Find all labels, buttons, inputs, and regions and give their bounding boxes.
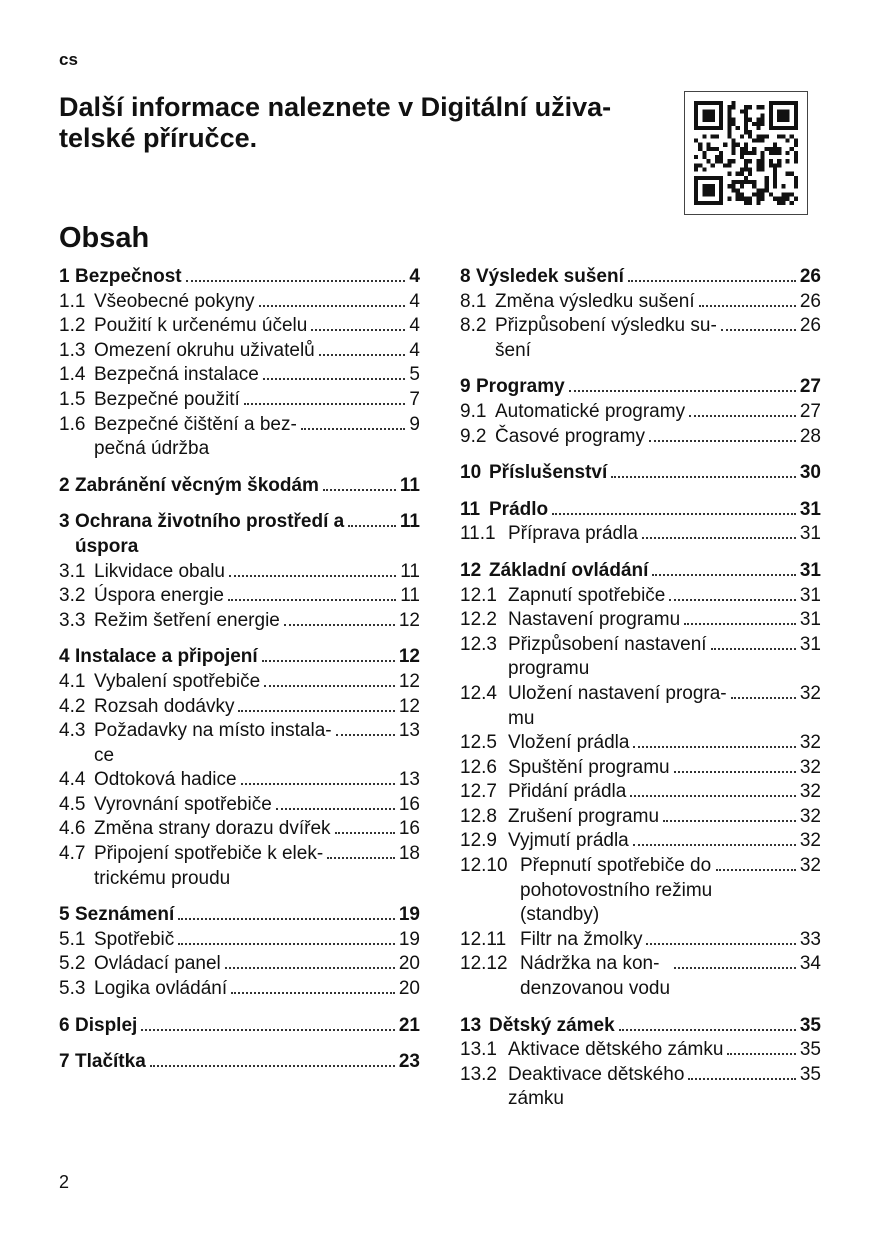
toc-entry-number: 12.6 (460, 756, 497, 778)
toc-section (460, 461, 821, 486)
toc-entry-number: 12.12 (460, 953, 508, 975)
toc-entry-page: 31 (799, 584, 821, 606)
toc-entry-title: Připojení spotřebiče k elek- trickému proudu (94, 843, 324, 889)
toc-entry-title: Dětský zámek (489, 1014, 615, 1036)
toc-entry-page: 11 (400, 585, 420, 607)
toc-entry-title: Změna strany dorazu dvířek (94, 818, 331, 840)
toc-entry-title: Omezení okruhu uživatelů (94, 339, 315, 361)
dot-leader (663, 820, 796, 822)
toc-entry-page: 13 (398, 769, 420, 791)
toc-entry-title: Vyrovnání spotřebiče (94, 793, 272, 815)
dot-leader (731, 697, 796, 699)
dot-leader (301, 428, 406, 430)
toc-subsection-entry[interactable] (59, 560, 420, 585)
toc-subsection-entry[interactable] (59, 363, 420, 388)
toc-entry-page: 11 (399, 511, 420, 533)
toc-column-left (59, 265, 420, 1087)
toc-entry-page: 4 (409, 339, 420, 361)
toc-entry-number: 5.3 (59, 978, 86, 1000)
dot-leader (633, 844, 796, 846)
toc-entry-title: Přizpůsobení výsledku su- šení (495, 315, 717, 361)
toc-entry-title: Vyjmutí prádla (508, 830, 629, 852)
toc-entry-page: 4 (409, 290, 420, 312)
toc-subsection-entry[interactable] (460, 952, 821, 1001)
toc-entry-title: Programy (476, 376, 565, 398)
toc-chapter-entry[interactable] (59, 265, 420, 290)
toc-entry-number: 12.1 (460, 584, 497, 606)
toc-subsection-entry[interactable] (460, 731, 821, 756)
qr-code-icon (694, 101, 798, 205)
toc-entry-title: Zapnutí spotřebiče (508, 584, 666, 606)
dot-leader (186, 280, 406, 282)
toc-entry-page: 16 (398, 818, 420, 840)
toc-subsection-entry[interactable] (59, 413, 420, 462)
toc-subsection-entry[interactable] (460, 928, 821, 953)
toc-entry-page: 9 (409, 413, 420, 435)
toc-subsection-entry[interactable] (59, 977, 420, 1002)
toc-column-right (460, 265, 821, 1124)
toc-entry-page: 31 (799, 609, 821, 631)
dot-leader (262, 660, 395, 662)
toc-subsection-entry[interactable] (59, 609, 420, 634)
toc-entry-title: Nádržka na kon- denzovanou vodu (520, 953, 671, 1000)
toc-entry-title: Zabránění věcným škodám (75, 474, 319, 496)
toc-entry-page: 32 (799, 830, 821, 852)
toc-entry-title: Změna výsledku sušení (495, 290, 695, 312)
toc-entry-number: 12.10 (460, 855, 508, 877)
toc-subsection-entry[interactable] (59, 842, 420, 891)
toc-entry-number: 13.2 (460, 1063, 497, 1085)
toc-entry-number: 3.1 (59, 560, 86, 582)
toc-entry-title: Přizpůsobení nastavení programu (508, 633, 707, 680)
dot-leader (178, 943, 395, 945)
toc-entry-page: 19 (398, 904, 420, 926)
toc-entry-title: Bezpečné použití (94, 388, 240, 410)
toc-entry-page: 27 (799, 376, 821, 398)
toc-entry-title: Úspora energie (94, 585, 224, 607)
toc-entry-page: 13 (398, 720, 420, 742)
toc-entry-title: Výsledek sušení (476, 266, 624, 287)
toc-subsection-entry[interactable] (59, 768, 420, 793)
dot-leader (727, 1053, 795, 1055)
toc-chapter-entry[interactable] (460, 559, 821, 584)
toc-entry-title: Všeobecné pokyny (94, 290, 255, 312)
toc-section (460, 559, 821, 1002)
toc-chapter-entry[interactable] (460, 498, 821, 523)
dot-leader (228, 599, 396, 601)
toc-entry-number: 2 (59, 474, 70, 496)
dot-leader (649, 440, 796, 442)
toc-entry-number: 3.2 (59, 585, 86, 607)
toc-subsection-entry[interactable] (59, 670, 420, 695)
toc-entry-title: Bezpečné čištění a bez- pečná údržba (94, 413, 297, 460)
toc-entry-title: Základní ovládání (489, 559, 649, 581)
toc-entry-page: 31 (799, 523, 821, 545)
toc-subsection-entry[interactable] (59, 719, 420, 768)
toc-entry-title: Použití k určenému účelu (94, 315, 308, 337)
language-code: cs (59, 50, 78, 69)
toc-entry-title: Vložení prádla (508, 732, 630, 754)
toc-entry-page: 31 (799, 633, 821, 655)
dot-leader (669, 599, 795, 601)
toc-subsection-entry[interactable] (460, 584, 821, 609)
toc-entry-title: Likvidace obalu (94, 560, 225, 582)
toc-entry-number: 5 (59, 904, 70, 926)
dot-leader (348, 525, 396, 527)
toc-subsection-entry[interactable] (460, 314, 821, 363)
toc-entry-page: 26 (799, 266, 821, 287)
toc-entry-title: Deaktivace dětského zámku (508, 1063, 685, 1110)
toc-entry-page: 7 (409, 388, 420, 410)
toc-subsection-entry[interactable] (460, 522, 821, 547)
toc-subsection-entry[interactable] (59, 952, 420, 977)
toc-chapter-entry[interactable] (460, 461, 821, 486)
toc-entry-title: Automatické programy (495, 400, 686, 422)
toc-entry-number: 8.1 (460, 290, 487, 312)
toc-entry-number: 5.2 (59, 953, 86, 975)
toc-entry-title: Vybalení spotřebiče (94, 670, 261, 692)
dot-leader (611, 476, 796, 478)
toc-section (460, 1014, 821, 1112)
toc-subsection-entry[interactable] (460, 608, 821, 633)
dot-leader (699, 305, 796, 307)
dot-leader (284, 624, 395, 626)
toc-entry-number: 5.1 (59, 928, 86, 950)
dot-leader (311, 329, 405, 331)
toc-section (59, 1014, 420, 1039)
toc-entry-number: 12 (460, 559, 482, 581)
toc-entry-page: 12 (398, 646, 420, 668)
toc-subsection-entry[interactable] (59, 817, 420, 842)
toc-subsection-entry[interactable] (59, 388, 420, 413)
dot-leader (150, 1065, 395, 1067)
toc-entry-title: Logika ovládání (94, 978, 228, 1000)
toc-chapter-entry[interactable] (460, 265, 821, 290)
toc-entry-title: Ochrana životního prostředí a úspora (75, 511, 345, 557)
toc-entry-number: 4.3 (59, 720, 86, 742)
toc-entry-number: 12.4 (460, 682, 497, 704)
toc-entry-number: 12.2 (460, 609, 497, 631)
toc-entry-page: 35 (799, 1039, 821, 1061)
toc-entry-page: 11 (400, 560, 420, 582)
toc-entry-number: 12.11 (460, 928, 507, 950)
toc-entry-page: 30 (799, 462, 821, 484)
toc-entry-number: 9 (460, 376, 471, 398)
dot-leader (241, 783, 395, 785)
toc-section (59, 903, 420, 1001)
toc-section (59, 265, 420, 462)
toc-entry-title: Bezpečná instalace (94, 364, 259, 386)
toc-entry-title: Filtr na žmolky (520, 928, 643, 950)
toc-entry-number: 4.6 (59, 818, 86, 840)
toc-entry-page: 23 (398, 1051, 420, 1073)
toc-entry-number: 11 (460, 498, 481, 520)
toc-section (460, 375, 821, 449)
toc-entry-page: 12 (398, 609, 420, 631)
toc-section (59, 510, 420, 633)
toc-entry-page: 32 (799, 805, 821, 827)
toc-chapter-entry[interactable] (460, 1014, 821, 1039)
toc-title: Obsah (59, 222, 150, 254)
toc-entry-number: 10 (460, 462, 482, 484)
toc-entry-page: 4 (409, 266, 420, 287)
toc-entry-page: 19 (398, 928, 420, 950)
toc-entry-number: 1.5 (59, 388, 86, 410)
toc-subsection-entry[interactable] (460, 425, 821, 450)
toc-entry-page: 31 (799, 559, 821, 581)
dot-leader (263, 378, 406, 380)
toc-entry-number: 1 (59, 266, 70, 287)
toc-subsection-entry[interactable] (460, 756, 821, 781)
toc-entry-page: 32 (799, 855, 821, 877)
toc-entry-number: 4.5 (59, 793, 86, 815)
dot-leader (711, 648, 796, 650)
toc-entry-page: 20 (398, 978, 420, 1000)
dot-leader (619, 1029, 796, 1031)
toc-entry-page: 5 (409, 364, 420, 386)
toc-chapter-entry[interactable] (59, 645, 420, 670)
dot-leader (264, 685, 395, 687)
dot-leader (319, 354, 406, 356)
dot-leader (229, 575, 396, 577)
toc-chapter-entry[interactable] (59, 903, 420, 928)
toc-entry-page: 11 (399, 474, 420, 496)
dot-leader (238, 710, 394, 712)
toc-entry-page: 18 (398, 843, 420, 865)
toc-entry-number: 13 (460, 1014, 482, 1036)
toc-entry-number: 12.8 (460, 805, 497, 827)
toc-subsection-entry[interactable] (460, 805, 821, 830)
toc-section (460, 265, 821, 363)
toc-entry-number: 4.7 (59, 843, 86, 865)
dot-leader (721, 329, 796, 331)
toc-entry-title: Požadavky na místo instala- ce (94, 720, 332, 766)
toc-chapter-entry[interactable] (59, 474, 420, 499)
dot-leader (259, 305, 406, 307)
toc-entry-number: 1.2 (59, 315, 86, 337)
dot-leader (688, 1078, 795, 1080)
toc-entry-number: 1.1 (59, 290, 86, 312)
toc-subsection-entry[interactable] (59, 695, 420, 720)
toc-entry-title: Uložení nastavení progra- mu (508, 682, 727, 729)
toc-entry-number: 8.2 (460, 315, 487, 337)
toc-entry-title: Příprava prádla (508, 523, 638, 545)
toc-entry-number: 4 (59, 646, 70, 668)
toc-subsection-entry[interactable] (460, 633, 821, 682)
toc-entry-title: Odtoková hadice (94, 769, 237, 791)
toc-entry-number: 12.7 (460, 781, 497, 803)
toc-entry-number: 1.6 (59, 413, 86, 435)
toc-entry-number: 3 (59, 511, 70, 533)
toc-entry-page: 35 (799, 1063, 821, 1085)
dot-leader (628, 280, 796, 282)
toc-entry-title: Ovládací panel (94, 953, 221, 975)
toc-entry-page: 34 (799, 953, 821, 975)
toc-subsection-entry[interactable] (460, 780, 821, 805)
toc-subsection-entry[interactable] (460, 400, 821, 425)
toc-subsection-entry[interactable] (59, 928, 420, 953)
toc-entry-title: Nastavení programu (508, 609, 681, 631)
toc-entry-page: 26 (799, 290, 821, 312)
toc-section (59, 1050, 420, 1075)
toc-entry-page: 31 (799, 498, 821, 520)
dot-leader (225, 967, 395, 969)
dot-leader (716, 869, 796, 871)
dot-leader (684, 623, 796, 625)
toc-subsection-entry[interactable] (460, 682, 821, 731)
toc-entry-title: Spotřebič (94, 928, 175, 950)
toc-entry-page: 16 (398, 793, 420, 815)
toc-entry-number: 4.4 (59, 769, 86, 791)
toc-entry-page: 26 (799, 315, 821, 337)
toc-entry-page: 12 (398, 695, 420, 717)
toc-entry-title: Prádlo (489, 498, 549, 520)
page-number: 2 (59, 1172, 70, 1192)
toc-entry-number: 4.1 (59, 670, 86, 692)
dot-leader (569, 390, 796, 392)
toc-subsection-entry[interactable] (460, 854, 821, 928)
toc-entry-number: 12.3 (460, 633, 497, 655)
toc-entry-page: 33 (799, 928, 821, 950)
toc-entry-page: 32 (799, 682, 821, 704)
toc-entry-page: 21 (398, 1014, 420, 1036)
toc-entry-title: Příslušenství (489, 462, 608, 484)
toc-subsection-entry[interactable] (59, 793, 420, 818)
toc-subsection-entry[interactable] (460, 1063, 821, 1112)
toc-section (59, 474, 420, 499)
toc-subsection-entry[interactable] (59, 584, 420, 609)
toc-entry-number: 8 (460, 266, 471, 287)
toc-entry-title: Režim šetření energie (94, 609, 280, 631)
toc-entry-title: Rozsah dodávky (94, 695, 235, 717)
toc-entry-page: 32 (799, 756, 821, 778)
toc-entry-title: Displej (75, 1014, 138, 1036)
toc-entry-title: Seznámení (75, 904, 175, 926)
toc-entry-title: Přidání prádla (508, 781, 627, 803)
toc-subsection-entry[interactable] (460, 1038, 821, 1063)
toc-chapter-entry[interactable] (59, 1014, 420, 1039)
toc-entry-number: 11.1 (460, 523, 496, 545)
qr-code[interactable] (684, 91, 808, 215)
toc-entry-number: 7 (59, 1051, 70, 1073)
toc-entry-title: Tlačítka (75, 1051, 146, 1073)
toc-subsection-entry[interactable] (460, 290, 821, 315)
toc-entry-title: Zrušení programu (508, 805, 660, 827)
toc-entry-title: Instalace a připojení (75, 646, 258, 668)
headline: Další informace naleznete v Digitální uživa- telské příručce. (59, 92, 612, 153)
toc-entry-title: Časové programy (495, 425, 645, 447)
toc-subsection-entry[interactable] (59, 290, 420, 315)
dot-leader (244, 403, 406, 405)
toc-chapter-entry[interactable] (59, 510, 420, 559)
toc-entry-title: Spuštění programu (508, 756, 670, 778)
toc-entry-page: 4 (409, 315, 420, 337)
dot-leader (335, 832, 395, 834)
toc-entry-page: 27 (799, 400, 821, 422)
toc-entry-page: 35 (799, 1014, 821, 1036)
toc-entry-page: 20 (398, 953, 420, 975)
dot-leader (178, 918, 395, 920)
toc-entry-number: 1.3 (59, 339, 86, 361)
dot-leader (327, 857, 395, 859)
toc-entry-number: 9.1 (460, 400, 487, 422)
toc-entry-number: 9.2 (460, 425, 487, 447)
toc-entry-page: 32 (799, 732, 821, 754)
toc-entry-title: Přepnutí spotřebiče do pohotovostního režimu (standby) (520, 855, 713, 926)
toc-entry-number: 12.9 (460, 830, 497, 852)
toc-subsection-entry[interactable] (460, 829, 821, 854)
dot-leader (689, 415, 796, 417)
dot-leader (552, 513, 796, 515)
dot-leader (276, 808, 395, 810)
dot-leader (646, 943, 795, 945)
toc-entry-title: Bezpečnost (75, 266, 182, 287)
dot-leader (674, 771, 796, 773)
dot-leader (674, 967, 796, 969)
toc-entry-page: 28 (799, 425, 821, 447)
toc-entry-number: 4.2 (59, 695, 86, 717)
dot-leader (633, 746, 795, 748)
toc-entry-number: 1.4 (59, 364, 86, 386)
toc-section (460, 498, 821, 547)
toc-entry-number: 3.3 (59, 609, 86, 631)
toc-entry-number: 12.5 (460, 732, 497, 754)
toc-entry-page: 12 (398, 670, 420, 692)
dot-leader (323, 489, 396, 491)
toc-subsection-entry[interactable] (59, 314, 420, 339)
dot-leader (336, 734, 395, 736)
dot-leader (652, 574, 795, 576)
dot-leader (630, 795, 796, 797)
toc-subsection-entry[interactable] (59, 339, 420, 364)
toc-chapter-entry[interactable] (59, 1050, 420, 1075)
dot-leader (642, 537, 796, 539)
dot-leader (141, 1029, 395, 1031)
toc-entry-number: 6 (59, 1014, 70, 1036)
toc-entry-page: 32 (799, 781, 821, 803)
dot-leader (231, 992, 395, 994)
toc-entry-title: Aktivace dětského zámku (508, 1039, 724, 1061)
toc-section (59, 645, 420, 891)
toc-entry-number: 13.1 (460, 1039, 497, 1061)
toc-chapter-entry[interactable] (460, 375, 821, 400)
